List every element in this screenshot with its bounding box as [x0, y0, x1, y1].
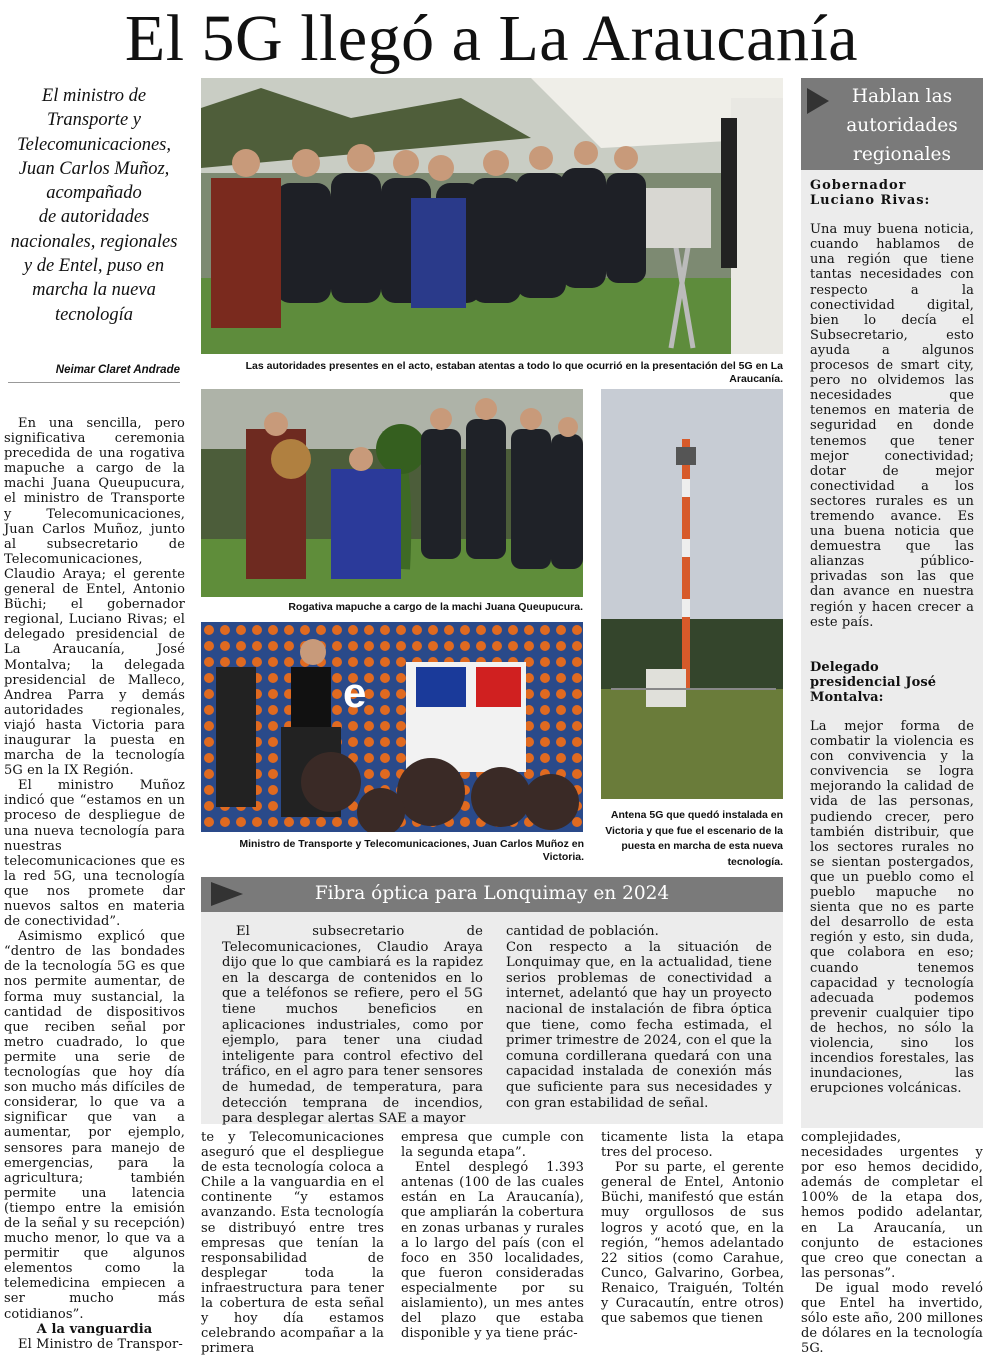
sidebar-title-line: Hablan las	[851, 86, 953, 107]
brand-logo: e	[343, 669, 367, 716]
fibra-column-left	[222, 924, 483, 1127]
lead-line: El ministro de	[41, 86, 147, 106]
photo-antena-image	[601, 389, 783, 799]
article-column-4	[601, 1130, 784, 1326]
paragraph: De igual modo reveló que Entel ha invertido, sólo este año, 200 millones de dólares en la tecnología 5G.	[801, 1280, 983, 1356]
sidebar-text	[810, 178, 974, 1096]
sidebar-title-line: autoridades	[846, 115, 958, 136]
sidebar-title-line: regionales	[853, 144, 951, 165]
sidebar-heading-gobernador: Gobernador Luciano Rivas:	[810, 178, 931, 209]
subheading: A la vanguardia	[36, 1321, 153, 1337]
sidebar-quote-gobernador: Una muy buena noticia, cuando hablamos de una región que tiene tantas necesidades con respecto a la conectividad digital, bien lo decía el Subsecretario, esto ayuda a algunos procesos de smart city, pero no olvidemos las necesidades que tenemos en materia de seguridad en donde tenemos que tener mejor conectividad; dotar de mejor conectividad a los sectores rurales es un tremendo avance. Es una buena noticia que demuestra que las alianzas público-privadas son las que dan avance en nuestra región y hacen crecer a este país.	[810, 222, 974, 630]
paragraph: En una sencilla, pero significativa ceremonia precedida de una rogativa mapuche a cargo de la machi Juana Queupucura, el ministro de Transporte y Telecomunicaciones, Juan Carlos Muñoz, junto al subsecretario de Telecomunicaciones, Claudio Araya; el gerente general de Entel, Antonio Büchi; el gobernador regional, Luciano Rivas; el delegado presidencial de La Araucanía, José Montalva; la delegada presidencial de Malleco, Andrea Parra y demás autoridades regionales, viajó hasta Victoria para inaugurar la puesta en marcha de la tecnología 5G en la IX Región.	[4, 416, 185, 779]
sidebar-title	[827, 82, 977, 169]
fibra-box	[201, 912, 783, 1127]
caption-rogativa: Rogativa mapuche a cargo de la machi Juana Queupucura.	[288, 601, 583, 613]
article-column-2	[201, 1130, 384, 1356]
paragraph: complejidades, necesidades urgentes y por eso hemos decidido, además de completar el 100% de la etapa dos, hemos podido adelantar, en La Araucanía, un conjunto de estaciones que creo que conectan a las personas”.	[801, 1130, 983, 1281]
article-column-1	[4, 416, 185, 1352]
sidebar-heading-delegado: Delegado presidencial José Montalva:	[810, 659, 937, 705]
article-column-5	[801, 1130, 983, 1356]
paragraph: cantidad de población.	[506, 924, 659, 939]
paragraph: Entel desplegó 1.393 antenas (100 de las cuales están en La Araucanía), que ampliarán la cobertura en zonas urbanas y rurales a lo largo del país (con el foco en 350 localidades, que fueron consideradas especialmente por su aislamiento), un mes antes del plazo que estaba disponible y ya tiene prác-	[401, 1160, 584, 1342]
photo-ceremony-audience-image	[201, 78, 783, 354]
triangle-arrow-icon	[807, 88, 829, 114]
sidebar-banner	[801, 78, 983, 170]
sidebar-quote-delegado: La mejor forma de combatir la violencia es con convivencia y la convivencia se logra mejorando la calidad de vida de las personas, pudiendo crecer, pero también distribuir, que los sectores rurales no se sientan postergados, que un pueblo como el pueblo mapuche no sienta que no es parte del desarrollo de esta región y esto, sin duda, que colabora en eso; cuando tenemos capacidad y tecnología adecuada podemos prevenir cualquier tipo de hechos, no sólo la violencia, sino los incendios forestales, las inundaciones, las erupciones volcánicas.	[810, 719, 974, 1097]
photo-ministro	[201, 622, 583, 832]
paragraph: te y Telecomunicaciones aseguró que el despliegue de esta tecnología coloca a Chile a la vanguardia en el continente “y estamos avanzando. Esta tecnología se distribuyó entre tres empresas que tenían la responsabilidad de desplegar toda la infraestructura para tener la cobertura de esta señal y hoy día estamos celebrando acompañar a la primera	[201, 1130, 384, 1356]
caption-ceremony: Las autoridades presentes en el acto, estaban atentas a todo lo que ocurrió en la presentación del 5G en La Araucanía.	[245, 360, 783, 385]
paragraph: ticamente lista la etapa tres del proceso.	[601, 1130, 784, 1161]
caption-ministro: Ministro de Transporte y Telecomunicaciones, Juan Carlos Muñoz en Victoria.	[239, 838, 584, 863]
fibra-title: Fibra óptica para Lonquimay en 2024	[314, 883, 670, 904]
photo-rogativa-image	[201, 389, 583, 597]
lead-line: tecnología	[54, 304, 134, 325]
photo-ceremony-audience	[201, 78, 783, 354]
headline: El 5G llegó a La Araucanía	[124, 2, 859, 75]
photo-antena	[601, 389, 783, 799]
sidebar-autoridades	[801, 78, 983, 1128]
paragraph: Con respecto a la situación de Lonquimay que, en la actualidad, tiene serios problemas de conectividad a internet, adelantó que hay un proyecto nacional de instalación de fibra óptica que tiene, como fecha estimada, el primer trimestre de 2024, con el que la comuna cordillerana quedará con una capacidad instalada de conexión más que suficiente para sus necesidades y con gran estabilidad de señal.	[506, 939, 772, 1111]
lead-line: Telecomunicaciones,	[17, 134, 171, 155]
photo-ministro-image	[201, 622, 583, 832]
photo-rogativa	[201, 389, 583, 597]
article-column-3	[401, 1130, 584, 1341]
fibra-column-right	[506, 924, 772, 1111]
paragraph: Por su parte, el gerente general de Entel, Antonio Büchi, manifestó que están muy orgullosos de sus logros y acotó que, en la región, “hemos adelantado 22 sitios (como Carahue, Cunco, Galvarino, Gorbea, Renaico, Traiguén, Toltén y Curacautín, entre otros) que sabemos que tienen	[601, 1160, 784, 1327]
lead-line: Juan Carlos Muñoz,	[18, 158, 170, 179]
lead-line: marcha la nueva	[32, 280, 156, 301]
lead-line: de autoridades	[38, 207, 150, 228]
paragraph: El ministro Muñoz indicó que “estamos en un proceso de despliegue de una nueva tecnología para nuestras telecomunicaciones que es la red 5G, una tecnología que nos promete dar nuevos saltos en materia de conectividad”.	[4, 778, 185, 930]
paragraph: Asimismo explicó que “dentro de las bondades de la tecnología 5G es que nos permite aumentar, de forma muy sustancial, la cantidad de dispositivos que reciben señal por metro cuadrado, lo que permite una serie de tecnologías que hoy día son mucho más difíciles de considerar, lo que va a significar que van a aumentar, por ejemplo, sensores para manejo de emergencias, para la agricultura; también permite una latencia (tiempo entre la emisión de la señal y su recepción) mucho menor, lo que va a permitir que algunos elementos como la telemedicina empiecen a ser mucho más cotidianos”.	[4, 929, 185, 1322]
lead-summary	[4, 84, 184, 327]
lead-line: nacionales, regionales	[10, 231, 178, 252]
caption-antena: Antena 5G que quedó instalada en Victoria y que fue el escenario de la puesta en marcha de esta nueva tecnología.	[605, 809, 783, 868]
paragraph: El Ministro de Transpor-	[18, 1336, 183, 1352]
paragraph: empresa que cumple con la segunda etapa”.	[401, 1130, 584, 1161]
lead-line: acompañado	[46, 183, 142, 204]
fibra-banner	[201, 877, 783, 912]
lead-line: Transporte y	[46, 110, 142, 131]
byline: Neimar Claret Andrade	[8, 364, 180, 383]
lead-line: y de Entel, puso en	[23, 256, 165, 277]
paragraph: El subsecretario de Telecomunicaciones, Claudio Araya dijo que lo que cambiará es la rapidez en la descarga de contenidos en lo que a teléfonos se refiere, pero el 5G tiene muchos beneficios en aplicaciones industriales, como por ejemplo, para tener una ciudad inteligente para control efectivo del tráfico, en el agro para tener sensores de humedad, de temperatura, para detección temprana de incendios, para desplegar alertas SAE a mayor	[222, 924, 483, 1127]
